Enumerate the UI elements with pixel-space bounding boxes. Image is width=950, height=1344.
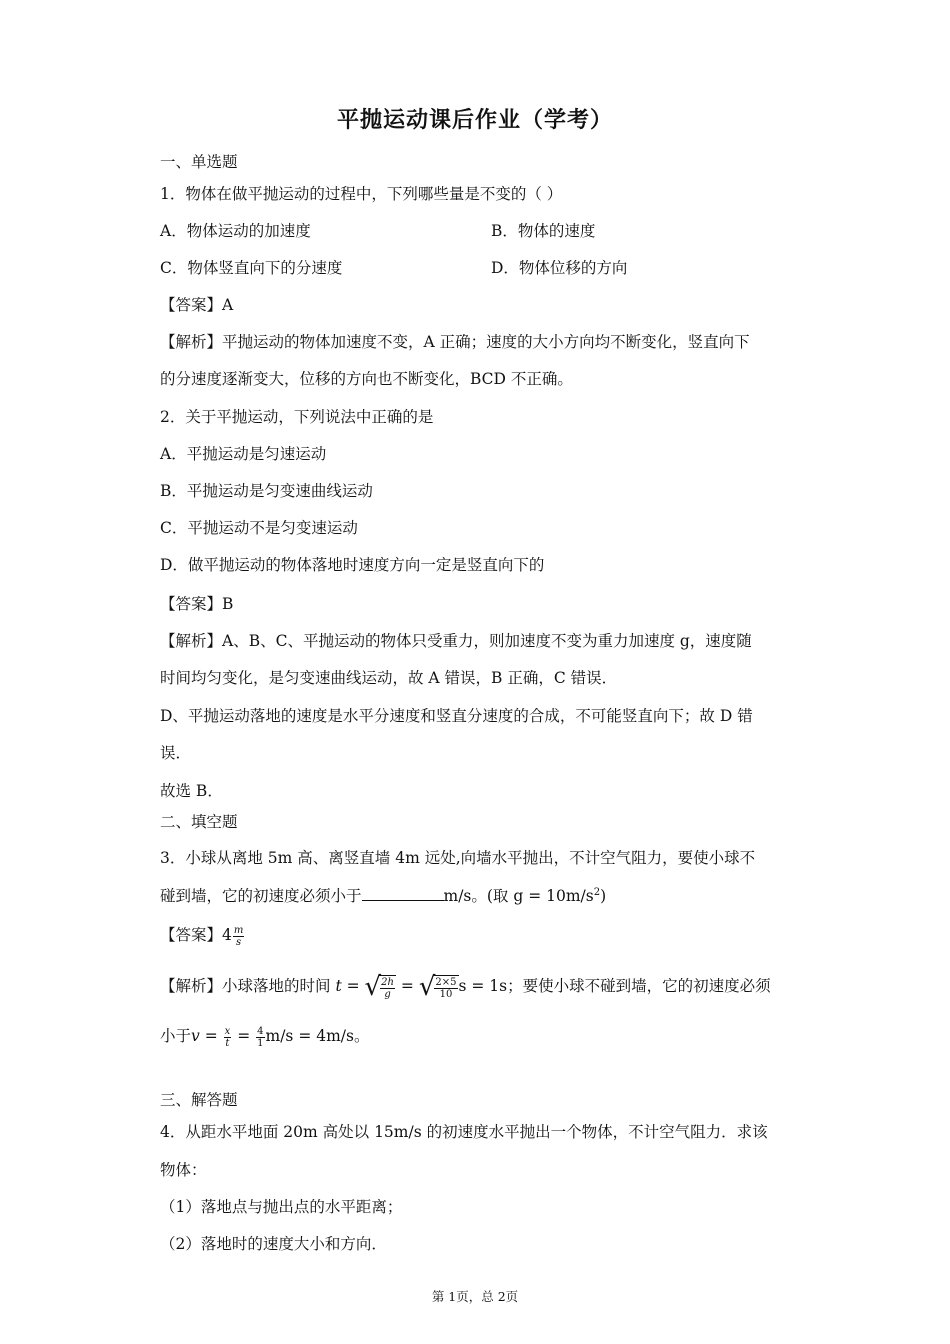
sqrt-icon: √ — [364, 972, 382, 1002]
q3-analysis-text-3: 小于 — [160, 1027, 192, 1045]
sqrt-fraction-2 — [434, 977, 457, 1000]
q4-stem-line2: 物体： — [160, 1161, 207, 1179]
fraction-denominator: 1 — [257, 1037, 264, 1049]
fraction-numerator: m — [233, 924, 244, 936]
equals-sign: = — [400, 977, 414, 995]
q2-option-a: A．平抛运动是匀速运动 — [160, 445, 327, 463]
q2-option-c: C．平抛运动不是匀变速运动 — [160, 519, 358, 537]
four-over-one-fraction — [256, 1026, 264, 1049]
sqrt-expression-2 — [419, 972, 459, 1002]
q1-option-c: C．物体竖直向下的分速度 — [160, 259, 343, 277]
fraction-denominator: s — [236, 936, 242, 948]
q2-option-d: D．做平抛运动的物体落地时速度方向一定是竖直向下的 — [160, 556, 545, 574]
q3-stem-text: 碰到墙，它的初速度必须小于 — [160, 887, 362, 905]
q3-analysis-text-2: s = 1s；要使小球不碰到墙，它的初速度必须 — [458, 977, 771, 995]
q1-option-b: B．物体的速度 — [491, 222, 596, 240]
section-heading-fill-blank: 二、填空题 — [160, 813, 238, 831]
q3-unit-text: m/s。(取 g = 10m/s — [443, 887, 594, 905]
q2-answer: 【答案】B — [160, 595, 234, 613]
fraction-denominator: t — [225, 1037, 230, 1049]
q3-result-text: m/s = 4m/s。 — [265, 1027, 370, 1045]
q4-stem-line1: 4．从距水平地面 20m 高处以 15m/s 的初速度水平抛出一个物体，不计空气阻力．求该 — [160, 1123, 768, 1141]
q1-analysis-line2: 的分速度逐渐变大，位移的方向也不断变化，BCD 不正确。 — [160, 370, 573, 388]
sqrt-fraction-1 — [380, 977, 395, 1000]
sqrt-expression-1 — [365, 972, 396, 1002]
q1-analysis-line1: 【解析】平抛运动的物体加速度不变，A 正确；速度的大小方向均不断变化，竖直向下 — [160, 333, 750, 351]
q3-answer-text: 【答案】4 — [160, 926, 232, 944]
velocity-variable: v = — [191, 1027, 218, 1045]
q2-analysis-line4: 误． — [160, 744, 192, 762]
q2-conclusion: 故选 B． — [160, 782, 223, 800]
q1-answer: 【答案】A — [160, 296, 234, 314]
q2-option-b: B．平抛运动是匀变速曲线运动 — [160, 482, 373, 500]
q4-sub-question-2: （2）落地时的速度大小和方向． — [160, 1235, 387, 1253]
q3-answer — [160, 923, 245, 948]
q4-sub-question-1: （1）落地点与抛出点的水平距离； — [160, 1198, 403, 1216]
fraction-numerator: 2h — [381, 976, 394, 988]
page-title: 平抛运动课后作业（学考） — [336, 107, 613, 133]
q2-analysis-line2: 时间均匀变化，是匀变速曲线运动，故 A 错误，B 正确，C 错误． — [160, 669, 618, 687]
q2-analysis-line1: 【解析】A、B、C、平抛运动的物体只受重力，则加速度不变为重力加速度 g，速度随 — [160, 632, 752, 650]
unit-fraction — [233, 925, 244, 948]
exponent: 2 — [593, 886, 601, 898]
q3-analysis-text: 【解析】小球落地的时间 — [160, 977, 331, 995]
section-heading-solution: 三、解答题 — [160, 1091, 238, 1109]
q1-stem: 1．物体在做平抛运动的过程中，下列哪些量是不变的（ ） — [160, 185, 563, 203]
fraction-numerator: 4 — [257, 1025, 264, 1037]
answer-blank — [362, 886, 444, 901]
q3-close-paren: ) — [600, 887, 607, 905]
q2-analysis-line3: D、平抛运动落地的速度是水平分速度和竖直分速度的合成，不可能竖直向下；故 D 错 — [160, 707, 753, 725]
q3-analysis-line1 — [160, 972, 771, 1002]
x-over-t-fraction — [224, 1026, 232, 1049]
q1-option-d: D．物体位移的方向 — [491, 259, 628, 277]
fraction-denominator: g — [384, 988, 391, 1000]
q2-stem: 2．关于平抛运动，下列说法中正确的是 — [160, 408, 434, 426]
equals-sign: = — [237, 1027, 251, 1045]
fraction-numerator: 2×5 — [435, 976, 457, 988]
fraction-denominator: 10 — [439, 988, 453, 1000]
q3-analysis-line2 — [160, 1024, 369, 1049]
q3-stem-line1: 3．小球从离地 5m 高、离竖直墙 4m 远处,向墙水平抛出，不计空气阻力，要使小球不 — [160, 849, 756, 867]
q1-option-a: A．物体运动的加速度 — [160, 222, 311, 240]
page-footer: 第 1页，总 2页 — [431, 1289, 519, 1304]
sqrt-icon: √ — [418, 972, 436, 1002]
section-heading-single-choice: 一、单选题 — [160, 153, 238, 171]
time-variable: t = — [335, 977, 360, 995]
fraction-numerator: x — [224, 1025, 231, 1037]
q3-stem-line2 — [160, 884, 606, 906]
